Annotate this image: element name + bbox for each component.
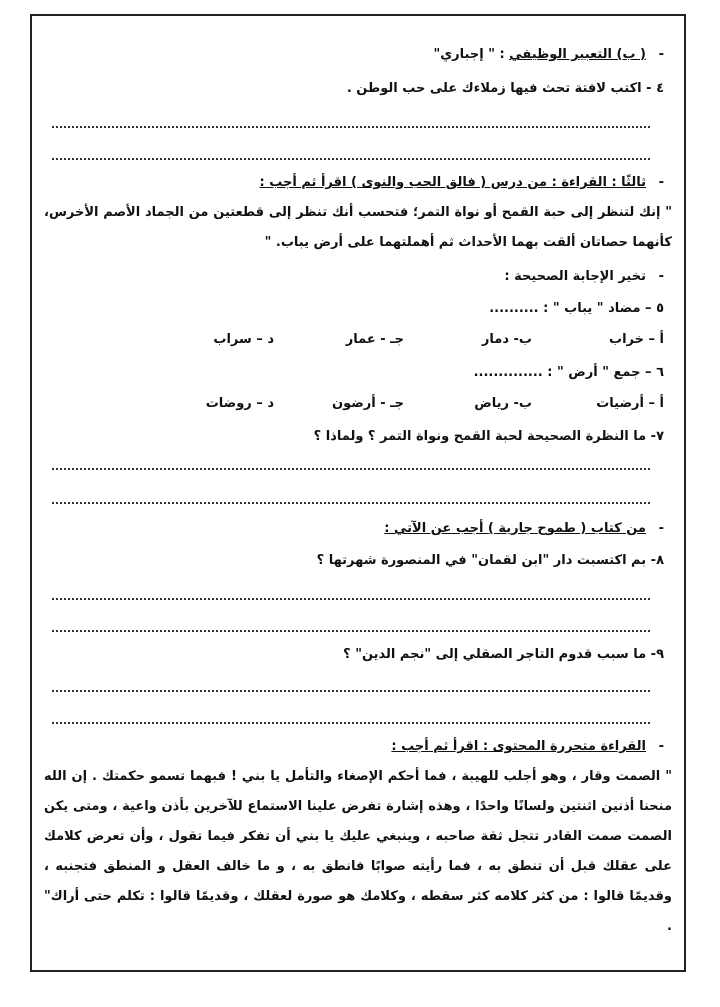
question-8: ٨- بم اكتسبت دار "ابن لقمان" في المنصورة شهرتها ؟ <box>316 553 664 568</box>
answer-line <box>52 620 650 632</box>
answer-line <box>52 492 650 504</box>
answer-line <box>52 148 650 160</box>
q6-option-c: جـ - أرضون <box>331 396 404 411</box>
unseen-heading: القراءة متحررة المحتوى : اقرأ ثم أجب : <box>391 739 646 754</box>
section-3-heading: ثالثًا : القراءة : من درس ( فالق الحب والنوى ) اقرأ ثم أجب : <box>259 175 646 190</box>
q6-option-b: ب- رياض <box>474 396 532 411</box>
unseen-heading-line <box>52 738 664 756</box>
answer-line <box>52 712 650 724</box>
q6-option-d: د – روضات <box>205 396 274 411</box>
reading-passage: " إنك لتنظر إلى حبة القمح أو نواة التمر؛ فتحسب أنك تنظر إلى قطعتين من الجماد الأصم الأخرس، كأنهما حصاتان ألقت بهما الأحداث ثم أهملتهما على أرض يباب. " <box>44 205 672 250</box>
q5-option-c: جـ - عمار <box>345 332 404 347</box>
answer-line <box>52 588 650 600</box>
question-7: ٧- ما النظرة الصحيحة لحبة القمح ونواة التمر ؟ ولماذا ؟ <box>313 429 664 444</box>
section-b-heading: ( ب) التعبير الوظيفي <box>509 47 646 62</box>
section-b-tag: : " إجباري" <box>433 47 505 62</box>
q5-option-b: ب- دمار <box>481 332 532 347</box>
bullet: - <box>658 269 664 284</box>
q5-option-a: أ – خراب <box>609 332 664 347</box>
exam-page <box>30 14 686 972</box>
bullet: - <box>658 47 664 62</box>
choose-heading: تخير الإجابة الصحيحة : <box>504 269 646 284</box>
q5-option-d: د – سراب <box>213 332 274 347</box>
answer-line <box>52 680 650 692</box>
bullet: - <box>658 739 664 754</box>
bullet: - <box>658 175 664 190</box>
book-heading-line <box>52 520 664 538</box>
question-4: ٤ - اكتب لافتة تحث فيها زملاءك على حب الوطن . <box>346 81 664 96</box>
book-heading: من كتاب ( طموح جارية ) أجب عن الآتي : <box>384 521 646 536</box>
question-5: ٥ – مضاد " يباب " : .......... <box>489 301 664 316</box>
answer-line <box>52 116 650 128</box>
unseen-passage: " الصمت وقار ، وهو أجلب للهيبة ، فما أحكم الإصغاء والتأمل يا بني ! فبهما تسمو حكمتك . إن الله منحنا أذنين اثنتين ولسانًا واحدًا ، وهذه إشارة تفرض علينا الاستماع للآخرين بأذن واعية ، ومتى يكن الصمت صمت القادر تتجل ثقة صاحبه ، وينبغي عليك يا بني أن تفكر فيما تقول ، وأن تعرض كلامك على عقلك قبل أن تنطق به ، فما رأيته صوابًا فانطق به ، و ما خالف العقل و المنطق فتجنبه ، وقديمًا قالوا : من كثر كلامه كثر سقطه ، وكلامك هو صورة لعقلك ، وقديمًا قالوا : تكلم حتى أراك" . <box>44 769 672 934</box>
bullet: - <box>658 521 664 536</box>
section-3-heading-line <box>52 174 664 192</box>
choose-heading-line <box>52 268 664 286</box>
section-b-heading-line <box>52 46 664 64</box>
question-6: ٦ – جمع " أرض " : .............. <box>473 365 664 380</box>
answer-line <box>52 458 650 470</box>
question-9: ٩- ما سبب قدوم التاجر الصقلي إلى "نجم الدين" ؟ <box>343 647 664 662</box>
q6-option-a: أ – أرضيات <box>596 396 664 411</box>
